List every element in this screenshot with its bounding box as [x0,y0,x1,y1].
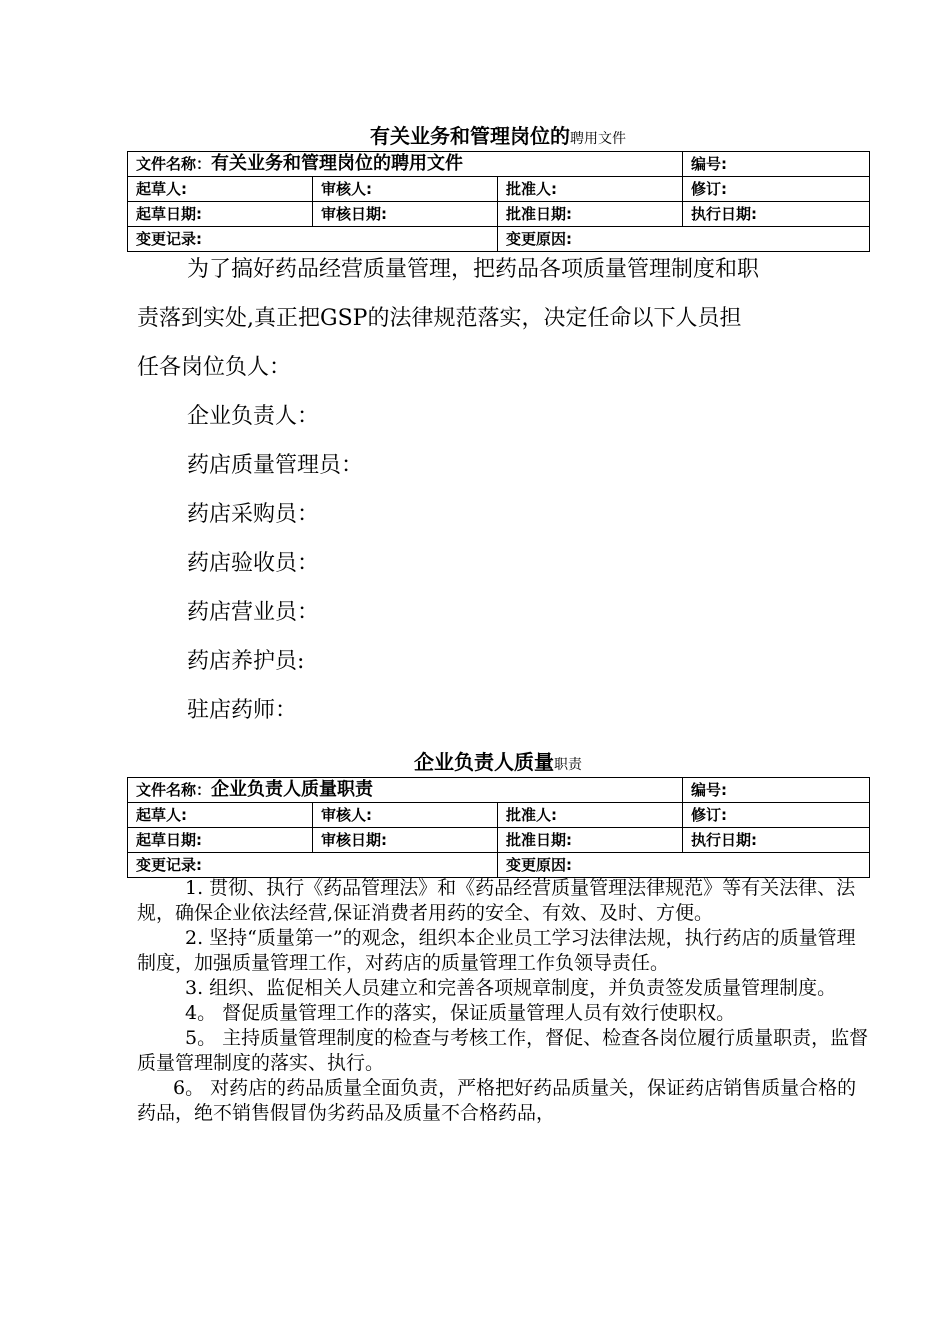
draft-date-label: 起草日期: [128,828,313,853]
exec-date-label: 执行日期: [683,202,870,227]
doc2-title [127,749,869,778]
approver-label: 批准人: [498,803,683,828]
reviewer-label: 审核人: [313,803,498,828]
revision-label: 修订: [683,177,870,202]
duty-item: 2. 坚持“质量第一”的观念，组织本企业员工学习法律法规，执行药店的质量管理制度，加强质量管理工作，对药店的质量管理工作负领导责任。 [137,927,856,974]
doc2-file-name-cell [128,778,683,803]
doc2-title-tail: 职责 [554,757,582,773]
duty-item: 1. 贯彻、执行《药品管理法》和《药品经营质量管理法律规范》等有关法律、法规，确保企业依法经营,保证消费者用药的安全、有效、及时、方便。 [137,877,856,924]
intro-line-2: 责落到实处,真正把GSP的法律规范落实，决定任命以下人员担 [137,306,742,331]
doc1-header-table [127,151,870,252]
review-date-label: 审核日期: [313,202,498,227]
change-reason-label: 变更原因: [498,227,870,252]
drafter-label: 起草人: [128,803,313,828]
role-item: 药店质量管理员： [187,453,364,478]
role-item: 企业负责人： [187,404,320,429]
draft-date-label: 起草日期: [128,202,313,227]
approve-date-label: 批准日期: [498,202,683,227]
doc2-header-table [127,777,870,878]
review-date-label: 审核日期: [313,828,498,853]
revision-label: 修订: [683,803,870,828]
duty-item: 6。 对药店的药品质量全面负责，严格把好药品质量关，保证药店销售质量合格的药品，绝不销售假冒伪劣药品及质量不合格药品， [137,1077,857,1124]
doc1-file-name-cell [128,152,683,177]
duty-item: 4。 督促质量管理工作的落实，保证质量管理人员有效行使职权。 [185,1002,736,1024]
duty-item: 3. 组织、监促相关人员建立和完善各项规章制度，并负责签发质量管理制度。 [185,977,837,999]
doc2-duties [137,876,869,1126]
doc1-title [127,123,869,152]
intro-line-3: 任各岗位负人： [137,355,292,380]
change-record-label: 变更记录: [128,227,498,252]
exec-date-label: 执行日期: [683,828,870,853]
role-item: 药店采购员： [187,502,320,527]
change-record-label: 变更记录: [128,853,498,878]
doc1-title-main: 有关业务和管理岗位的 [370,124,570,148]
number-label: 编号: [683,778,870,803]
doc1-roles-list [187,392,363,735]
file-name-value: 有关业务和管理岗位的聘用文件 [211,153,464,174]
reviewer-label: 审核人: [313,177,498,202]
change-reason-label: 变更原因: [498,853,870,878]
role-item: 药店营业员： [187,600,320,625]
role-item: 驻店药师： [187,698,298,723]
doc1-title-tail: 聘用文件 [570,131,626,147]
drafter-label: 起草人: [128,177,313,202]
doc1-intro [137,245,867,392]
file-name-value: 企业负责人质量职责 [211,779,374,800]
approver-label: 批准人: [498,177,683,202]
file-name-label: 文件名称： [136,781,212,799]
role-item: 药店养护员: [187,649,305,674]
duty-item: 5。 主持质量管理制度的检查与考核工作，督促、检查各岗位履行质量职责，监督质量管理制度的落实、执行。 [137,1027,869,1074]
intro-line-1: 为了搞好药品经营质量管理，把药品各项质量管理制度和职 [187,257,760,282]
approve-date-label: 批准日期: [498,828,683,853]
number-label: 编号: [683,152,870,177]
file-name-label: 文件名称： [136,155,212,173]
doc2-title-main: 企业负责人质量 [414,750,554,774]
role-item: 药店验收员： [187,551,320,576]
